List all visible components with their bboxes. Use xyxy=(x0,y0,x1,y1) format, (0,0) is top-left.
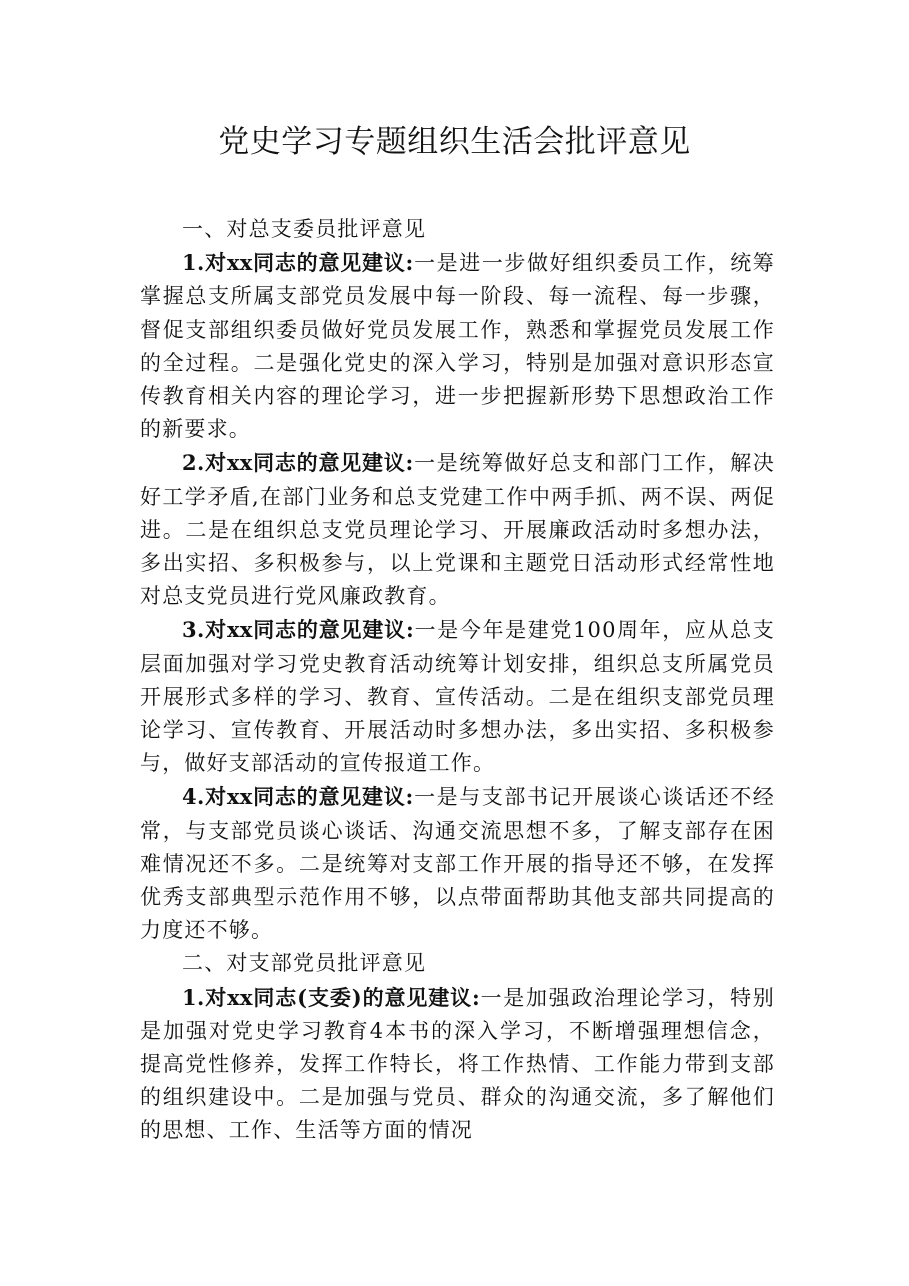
opinion-paragraph xyxy=(140,446,775,613)
opinion-paragraph xyxy=(140,613,775,780)
paragraph-lead: 4.对xx同志的意见建议: xyxy=(182,784,414,810)
opinion-paragraph xyxy=(140,981,775,1148)
paragraph-text: 一是进一步做好组织委员工作，统筹掌握总支所属支部党员发展中每一阶段、每一流程、每一步骤，督促支部组织委员做好党员发展工作，熟悉和掌握党员发展工作的全过程。二是强化党史的深入学习，特别是加强对意识形态宣传教育相关内容的理论学习，进一步把握新形势下思想政治工作的新要求。 xyxy=(140,251,775,442)
section-heading: 一、对总支委员批评意见 xyxy=(182,217,427,241)
paragraph-text: 一是加强政治理论学习，特别是加强对党史学习教育4本书的深入学习，不断增强理想信念，提高党性修养，发挥工作特长，将工作热情、工作能力带到支部的组织建设中。二是加强与党员、群众的沟通交流，多了解他们的思想、工作、生活等方面的情况 xyxy=(140,985,775,1143)
section-heading: 二、对支部党员批评意见 xyxy=(182,951,427,976)
paragraph-text: 一是今年是建党100周年，应从总支层面加强对学习党史教育活动统筹计划安排，组织总支所属党员开展形式多样的学习、教育、宣传活动。二是在组织支部党员理论学习、宣传教育、开展活动时多想办法，多出实招、多积极参与，做好支部活动的宣传报道工作。 xyxy=(140,618,775,776)
paragraph-lead: 2.对xx同志的意见建议: xyxy=(182,450,414,476)
document-body xyxy=(140,213,775,1148)
opinion-paragraph xyxy=(140,780,775,947)
paragraph-text: 一是统筹做好总支和部门工作，解决好工学矛盾,在部门业务和总支党建工作中两手抓、两不误、两促进。二是在组织总支党员理论学习、开展廉政活动时多想办法，多出实招、多积极参与，以上党课和主题党日活动形式经常性地对总支党员进行党风廉政教育。 xyxy=(140,451,775,609)
paragraph-lead: 1.对xx同志(支委)的意见建议: xyxy=(182,984,481,1010)
opinion-paragraph xyxy=(140,246,775,446)
paragraph-lead: 1.对xx同志的意见建议: xyxy=(182,250,414,276)
document-title: 党史学习专题组织生活会批评意见 xyxy=(218,124,691,160)
paragraph-text: 一是与支部书记开展谈心谈话还不经常，与支部党员谈心谈话、沟通交流思想不多，了解支部存在困难情况还不多。二是统筹对支部工作开展的指导还不够，在发挥优秀支部典型示范作用不够，以点带面帮助其他支部共同提高的力度还不够。 xyxy=(140,785,775,943)
paragraph-lead: 3.对xx同志的意见建议: xyxy=(182,617,415,643)
